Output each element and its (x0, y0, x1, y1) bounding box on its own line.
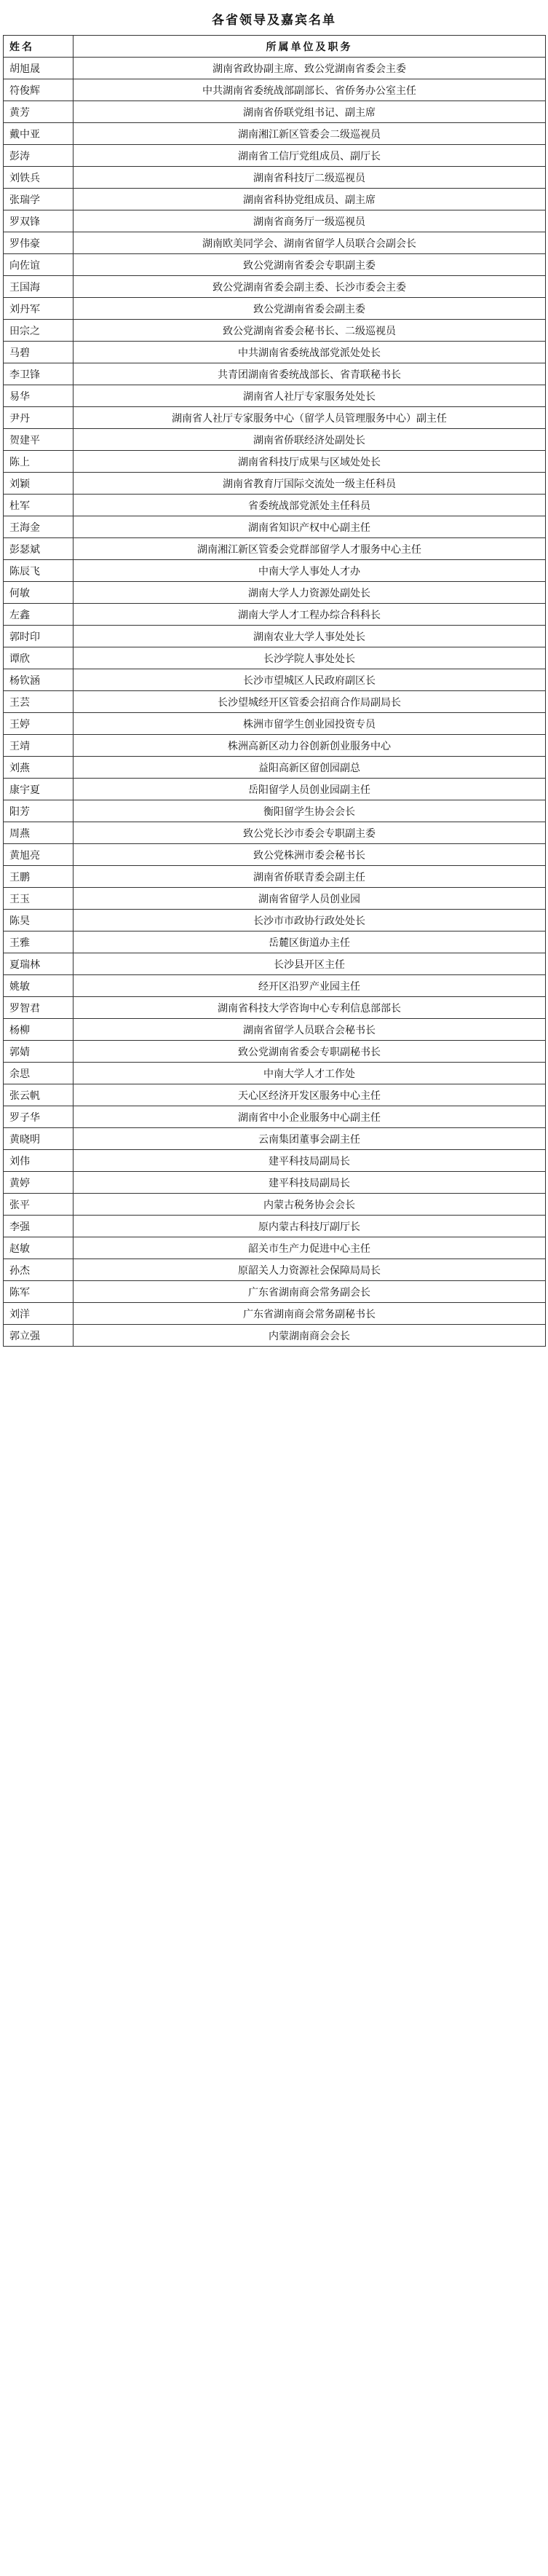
table-row (4, 1019, 546, 1041)
guest-name: 戴中亚 (4, 123, 74, 145)
table-row (4, 538, 546, 560)
guest-post: 长沙县开区主任 (74, 953, 546, 975)
guest-name: 周燕 (4, 822, 74, 844)
guest-name: 张平 (4, 1194, 74, 1216)
table-row (4, 953, 546, 975)
guest-post: 岳麓区街道办主任 (74, 931, 546, 953)
table-row (4, 779, 546, 800)
table-row (4, 495, 546, 516)
guest-post: 致公党湖南省委会副主委 (74, 298, 546, 320)
guest-post: 湖南省科协党组成员、副主席 (74, 189, 546, 210)
table-row (4, 735, 546, 757)
table-row (4, 669, 546, 691)
guest-name: 孙杰 (4, 1259, 74, 1281)
guest-name: 黄婷 (4, 1172, 74, 1194)
header-post: 所属单位及职务 (74, 36, 546, 58)
guest-post: 湖南农业大学人事处处长 (74, 626, 546, 647)
table-row (4, 975, 546, 997)
table-row (4, 123, 546, 145)
table-row (4, 888, 546, 910)
guest-name: 李卫锋 (4, 363, 74, 385)
guest-post: 湖南省侨联青委会副主任 (74, 866, 546, 888)
guest-post: 株洲市留学生创业园投资专员 (74, 713, 546, 735)
table-header-row (4, 36, 546, 58)
guest-name: 阳芳 (4, 800, 74, 822)
guest-name: 王靖 (4, 735, 74, 757)
guest-name: 张云帆 (4, 1084, 74, 1106)
table-row (4, 1063, 546, 1084)
guest-post: 岳阳留学人员创业园副主任 (74, 779, 546, 800)
guest-post: 长沙市市政协行政处处长 (74, 910, 546, 931)
guest-post: 致公党湖南省委会专职副主委 (74, 254, 546, 276)
table-row (4, 58, 546, 79)
guest-post: 广东省湖南商会常务副会长 (74, 1281, 546, 1303)
guest-name: 刘洋 (4, 1303, 74, 1325)
table-row (4, 298, 546, 320)
table-row (4, 385, 546, 407)
table-row (4, 101, 546, 123)
table-row (4, 342, 546, 363)
guest-post: 共青团湖南省委统战部长、省青联秘书长 (74, 363, 546, 385)
guest-name: 刘伟 (4, 1150, 74, 1172)
guest-name: 王雅 (4, 931, 74, 953)
guest-post: 湖南省知识产权中心副主任 (74, 516, 546, 538)
guest-name: 王鹏 (4, 866, 74, 888)
table-row (4, 647, 546, 669)
table-row (4, 1237, 546, 1259)
table-row (4, 822, 546, 844)
table-row (4, 604, 546, 626)
guest-name: 田宗之 (4, 320, 74, 342)
guest-name: 王玉 (4, 888, 74, 910)
table-row (4, 429, 546, 451)
table-row (4, 473, 546, 495)
guest-name: 杨钦涵 (4, 669, 74, 691)
guest-name: 彭涛 (4, 145, 74, 167)
guest-name: 刘铁兵 (4, 167, 74, 189)
table-row (4, 516, 546, 538)
guest-post: 湖南省教育厅国际交流处一级主任科员 (74, 473, 546, 495)
guest-name: 王海金 (4, 516, 74, 538)
guest-post: 株洲高新区动力谷创新创业服务中心 (74, 735, 546, 757)
table-body (4, 58, 546, 1347)
guest-name: 张瑞学 (4, 189, 74, 210)
guest-post: 致公党长沙市委会专职副主委 (74, 822, 546, 844)
guest-name: 李强 (4, 1216, 74, 1237)
page-title: 各省领导及嘉宾名单 (212, 13, 336, 28)
guest-name: 郭时印 (4, 626, 74, 647)
guest-name: 尹丹 (4, 407, 74, 429)
table-row (4, 626, 546, 647)
guest-post: 致公党湖南省委会秘书长、二级巡视员 (74, 320, 546, 342)
guest-name: 杜军 (4, 495, 74, 516)
guest-name: 何敏 (4, 582, 74, 604)
guest-post: 湖南大学人力资源处副处长 (74, 582, 546, 604)
table-row (4, 910, 546, 931)
guest-post: 经开区沿罗产业园主任 (74, 975, 546, 997)
guest-name: 姚敏 (4, 975, 74, 997)
table-row (4, 757, 546, 779)
table-row (4, 582, 546, 604)
guest-name: 陈军 (4, 1281, 74, 1303)
table-row (4, 145, 546, 167)
guest-name: 谭欣 (4, 647, 74, 669)
guest-post: 建平科技局副局长 (74, 1150, 546, 1172)
guest-table (3, 35, 546, 1347)
table-row (4, 1281, 546, 1303)
guest-post: 湖南省政协副主席、致公党湖南省委会主委 (74, 58, 546, 79)
table-row (4, 1303, 546, 1325)
table-row (4, 254, 546, 276)
table-row (4, 691, 546, 713)
guest-name: 黄旭亮 (4, 844, 74, 866)
guest-post: 长沙望城经开区管委会招商合作局副局长 (74, 691, 546, 713)
guest-name: 贺建平 (4, 429, 74, 451)
guest-name: 郭立强 (4, 1325, 74, 1347)
table-row (4, 320, 546, 342)
guest-name: 刘颖 (4, 473, 74, 495)
table-row (4, 800, 546, 822)
guest-name: 夏瑞林 (4, 953, 74, 975)
guest-post: 天心区经济开发区服务中心主任 (74, 1084, 546, 1106)
table-row (4, 407, 546, 429)
guest-post: 湖南省留学人员创业园 (74, 888, 546, 910)
table-row (4, 997, 546, 1019)
table-row (4, 210, 546, 232)
guest-name: 黄芳 (4, 101, 74, 123)
table-row (4, 866, 546, 888)
guest-name: 杨柳 (4, 1019, 74, 1041)
guest-name: 符俊辉 (4, 79, 74, 101)
guest-post: 湖南湘江新区管委会二级巡视员 (74, 123, 546, 145)
guest-name: 罗子华 (4, 1106, 74, 1128)
table-row (4, 1194, 546, 1216)
table-row (4, 451, 546, 473)
guest-name: 陈上 (4, 451, 74, 473)
header-name: 姓名 (4, 36, 74, 58)
guest-post: 中南大学人事处人才办 (74, 560, 546, 582)
guest-post: 湖南湘江新区管委会党群部留学人才服务中心主任 (74, 538, 546, 560)
guest-post: 广东省湖南商会常务副秘书长 (74, 1303, 546, 1325)
guest-name: 王国海 (4, 276, 74, 298)
guest-name: 彭瑟斌 (4, 538, 74, 560)
table-row (4, 844, 546, 866)
table-row (4, 1041, 546, 1063)
guest-name: 黄晓明 (4, 1128, 74, 1150)
guest-post: 湖南大学人才工程办综合科科长 (74, 604, 546, 626)
table-row (4, 1084, 546, 1106)
table-row (4, 189, 546, 210)
guest-name: 王婷 (4, 713, 74, 735)
guest-name: 马碧 (4, 342, 74, 363)
guest-name: 易华 (4, 385, 74, 407)
table-row (4, 931, 546, 953)
guest-post: 湖南省中小企业服务中心副主任 (74, 1106, 546, 1128)
table-row (4, 560, 546, 582)
guest-post: 韶关市生产力促进中心主任 (74, 1237, 546, 1259)
guest-name: 刘丹军 (4, 298, 74, 320)
guest-post: 中共湖南省委统战部党派处处长 (74, 342, 546, 363)
guest-post: 湖南省科技大学咨询中心专利信息部部长 (74, 997, 546, 1019)
guest-post: 湖南省人社厅专家服务处处长 (74, 385, 546, 407)
guest-name: 赵敏 (4, 1237, 74, 1259)
guest-post: 湖南省科技厅成果与区域处处长 (74, 451, 546, 473)
guest-post: 内蒙古税务协会会长 (74, 1194, 546, 1216)
guest-post: 致公党株洲市委会秘书长 (74, 844, 546, 866)
guest-post: 内蒙湖南商会会长 (74, 1325, 546, 1347)
guest-post: 湖南省侨联党组书记、副主席 (74, 101, 546, 123)
guest-post: 衡阳留学生协会会长 (74, 800, 546, 822)
table-row (4, 1216, 546, 1237)
guest-post: 湖南省人社厅专家服务中心（留学人员管理服务中心）副主任 (74, 407, 546, 429)
table-row (4, 1172, 546, 1194)
guest-post: 湖南省商务厅一级巡视员 (74, 210, 546, 232)
guest-post: 致公党湖南省委会副主委、长沙市委会主委 (74, 276, 546, 298)
table-row (4, 713, 546, 735)
guest-post: 益阳高新区留创园副总 (74, 757, 546, 779)
table-row (4, 167, 546, 189)
guest-post: 湖南省留学人员联合会秘书长 (74, 1019, 546, 1041)
guest-post: 建平科技局副局长 (74, 1172, 546, 1194)
guest-post: 湖南省侨联经济处副处长 (74, 429, 546, 451)
guest-post: 长沙市望城区人民政府副区长 (74, 669, 546, 691)
table-row (4, 1259, 546, 1281)
guest-name: 罗伟豪 (4, 232, 74, 254)
guest-post: 湖南欧美同学会、湖南省留学人员联合会副会长 (74, 232, 546, 254)
guest-name: 罗双锋 (4, 210, 74, 232)
guest-post: 省委统战部党派处主任科员 (74, 495, 546, 516)
guest-post: 原韶关人力资源社会保障局局长 (74, 1259, 546, 1281)
table-row (4, 1150, 546, 1172)
table-row (4, 1106, 546, 1128)
table-row (4, 79, 546, 101)
guest-name: 罗智君 (4, 997, 74, 1019)
guest-post: 致公党湖南省委会专职副秘书长 (74, 1041, 546, 1063)
guest-post: 湖南省科技厅二级巡视员 (74, 167, 546, 189)
table-row (4, 1128, 546, 1150)
guest-post: 湖南省工信厅党组成员、副厅长 (74, 145, 546, 167)
guest-name: 刘燕 (4, 757, 74, 779)
guest-name: 向佐谊 (4, 254, 74, 276)
table-row (4, 1325, 546, 1347)
guest-post: 中共湖南省委统战部副部长、省侨务办公室主任 (74, 79, 546, 101)
guest-post: 长沙学院人事处处长 (74, 647, 546, 669)
guest-name: 余思 (4, 1063, 74, 1084)
table-row (4, 276, 546, 298)
guest-name: 胡旭晟 (4, 58, 74, 79)
guest-name: 康宇夏 (4, 779, 74, 800)
guest-name: 陈昊 (4, 910, 74, 931)
guest-name: 陈辰飞 (4, 560, 74, 582)
guest-post: 中南大学人才工作处 (74, 1063, 546, 1084)
guest-name: 王芸 (4, 691, 74, 713)
table-row (4, 232, 546, 254)
guest-name: 左鑫 (4, 604, 74, 626)
guest-post: 云南集团董事会副主任 (74, 1128, 546, 1150)
guest-name: 郭婧 (4, 1041, 74, 1063)
table-row (4, 363, 546, 385)
guest-post: 原内蒙古科技厅副厅长 (74, 1216, 546, 1237)
